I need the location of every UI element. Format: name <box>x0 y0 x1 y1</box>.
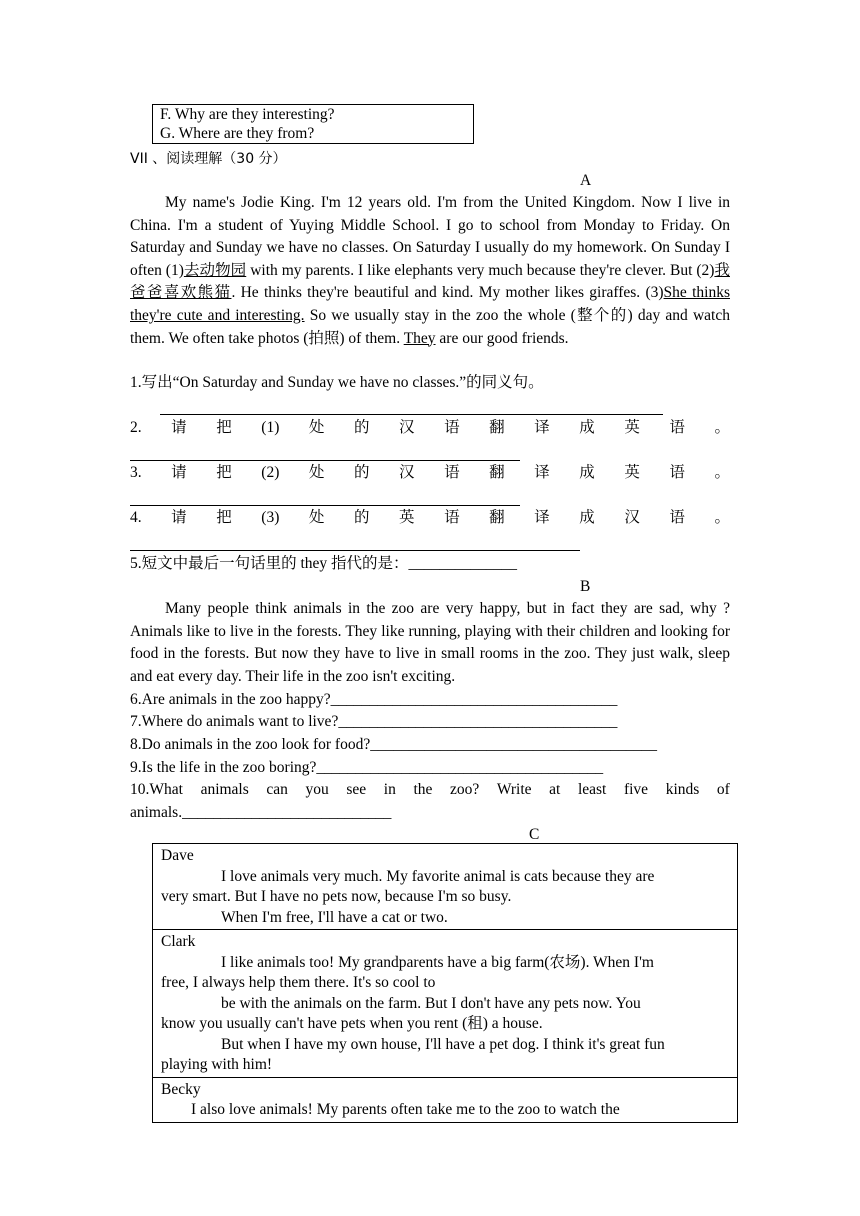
passage-a-part3: . He thinks they're beautiful and kind. My mother likes giraffes. (3) <box>231 284 664 302</box>
they-word: They <box>403 329 436 347</box>
options-box <box>152 104 474 144</box>
question-10-end: animals.___________________________ <box>130 804 392 821</box>
passage-a-part5: are our good friends. <box>435 329 569 347</box>
passage-a-part2: with my parents. I like elephants very much because they're clever. But (2) <box>246 261 715 279</box>
dave-name: Dave <box>161 847 194 864</box>
answer-line-3 <box>130 505 520 506</box>
question-10: 10.What animals can you see in the zoo? Write at least five kinds of <box>130 781 730 798</box>
question-1: 1.写出“On Saturday and Sunday we have no classes.”的同义句。 <box>130 374 544 391</box>
question-5: 5.短文中最后一句话里的 they 指代的是：______________ <box>130 555 518 572</box>
clark-name: Clark <box>161 933 196 950</box>
passage-a-letter: A <box>580 172 592 189</box>
question-9: 9.Is the life in the zoo boring?_____________________________________ <box>130 759 604 776</box>
table-row-clark: Clark I like animals too! My grandparents have a big farm(农场). When I'm free, I always help them there. It's so cool to be with the animals on the farm. But I don't have any pets now. You know you usually can't have pets when you rent (租) a house. But when I have my own house, I'll have a pet dog. I think it's great fun playing with him! <box>153 930 738 1078</box>
question-6: 6.Are animals in the zoo happy?_____________________________________ <box>130 691 618 708</box>
blank-1: 去动物园 <box>183 261 247 279</box>
passage-b-text: Many people think animals in the zoo are very happy, but in fact they are sad, why ? Animals like to live in the forests. They like running, playing with their children and looking for food in the forests. But now they have to live in small rooms in the zoo. They just walk, sleep and eat every day. Their life in the zoo isn't exciting. <box>130 600 730 685</box>
question-2: 2. 请 把 (1) 处 的 汉 语 翻 译 成 英 语 。 <box>130 419 730 436</box>
question-4: 4. 请 把 (3) 处 的 英 语 翻 译 成 汉 语 。 <box>130 509 730 526</box>
blank-3: She thinks they're cute and interesting. <box>130 284 730 324</box>
blank-2: 我爸爸喜欢熊猫 <box>130 261 730 302</box>
becky-name: Becky <box>161 1080 201 1098</box>
question-8: 8.Do animals in the zoo look for food?_____________________________________ <box>130 736 657 753</box>
passage-c-table <box>152 843 738 1123</box>
passage-c-letter: C <box>529 826 540 843</box>
table-row-dave: Dave I love animals very much. My favorite animal is cats because they are very smart. But I have no pets now, because I'm so busy. When I'm free, I'll have a cat or two. <box>153 844 738 930</box>
table-row-becky: Becky I also love animals! My parents often take me to the zoo to watch the <box>153 1077 738 1122</box>
section-title: VII 、阅读理解（30 分） <box>130 151 287 167</box>
answer-line-1 <box>160 414 663 415</box>
passage-a-part4: So we usually stay in the zoo the whole (整个的) day and watch them. We often take photos (拍照) of them. <box>130 306 730 347</box>
option-g: G. Where are they from? <box>160 125 315 142</box>
passage-a-part1: My name's Jodie King. I'm 12 years old. I'm from the United Kingdom. Now I live in China. I'm a student of Yuying Middle School. I go to school from Monday to Friday. On Saturday and Sunday we have no classes. On Saturday I usually do my homework. On Sunday I often (1) <box>130 194 730 279</box>
question-3: 3. 请 把 (2) 处 的 汉 语 翻 译 成 英 语 。 <box>130 464 730 481</box>
answer-line-2 <box>130 460 520 461</box>
option-f: F. Why are they interesting? <box>160 106 335 123</box>
answer-line-4 <box>130 550 580 551</box>
passage-a-text <box>130 192 730 350</box>
passage-b-letter: B <box>580 578 591 595</box>
question-7: 7.Where do animals want to live?____________________________________ <box>130 713 618 730</box>
